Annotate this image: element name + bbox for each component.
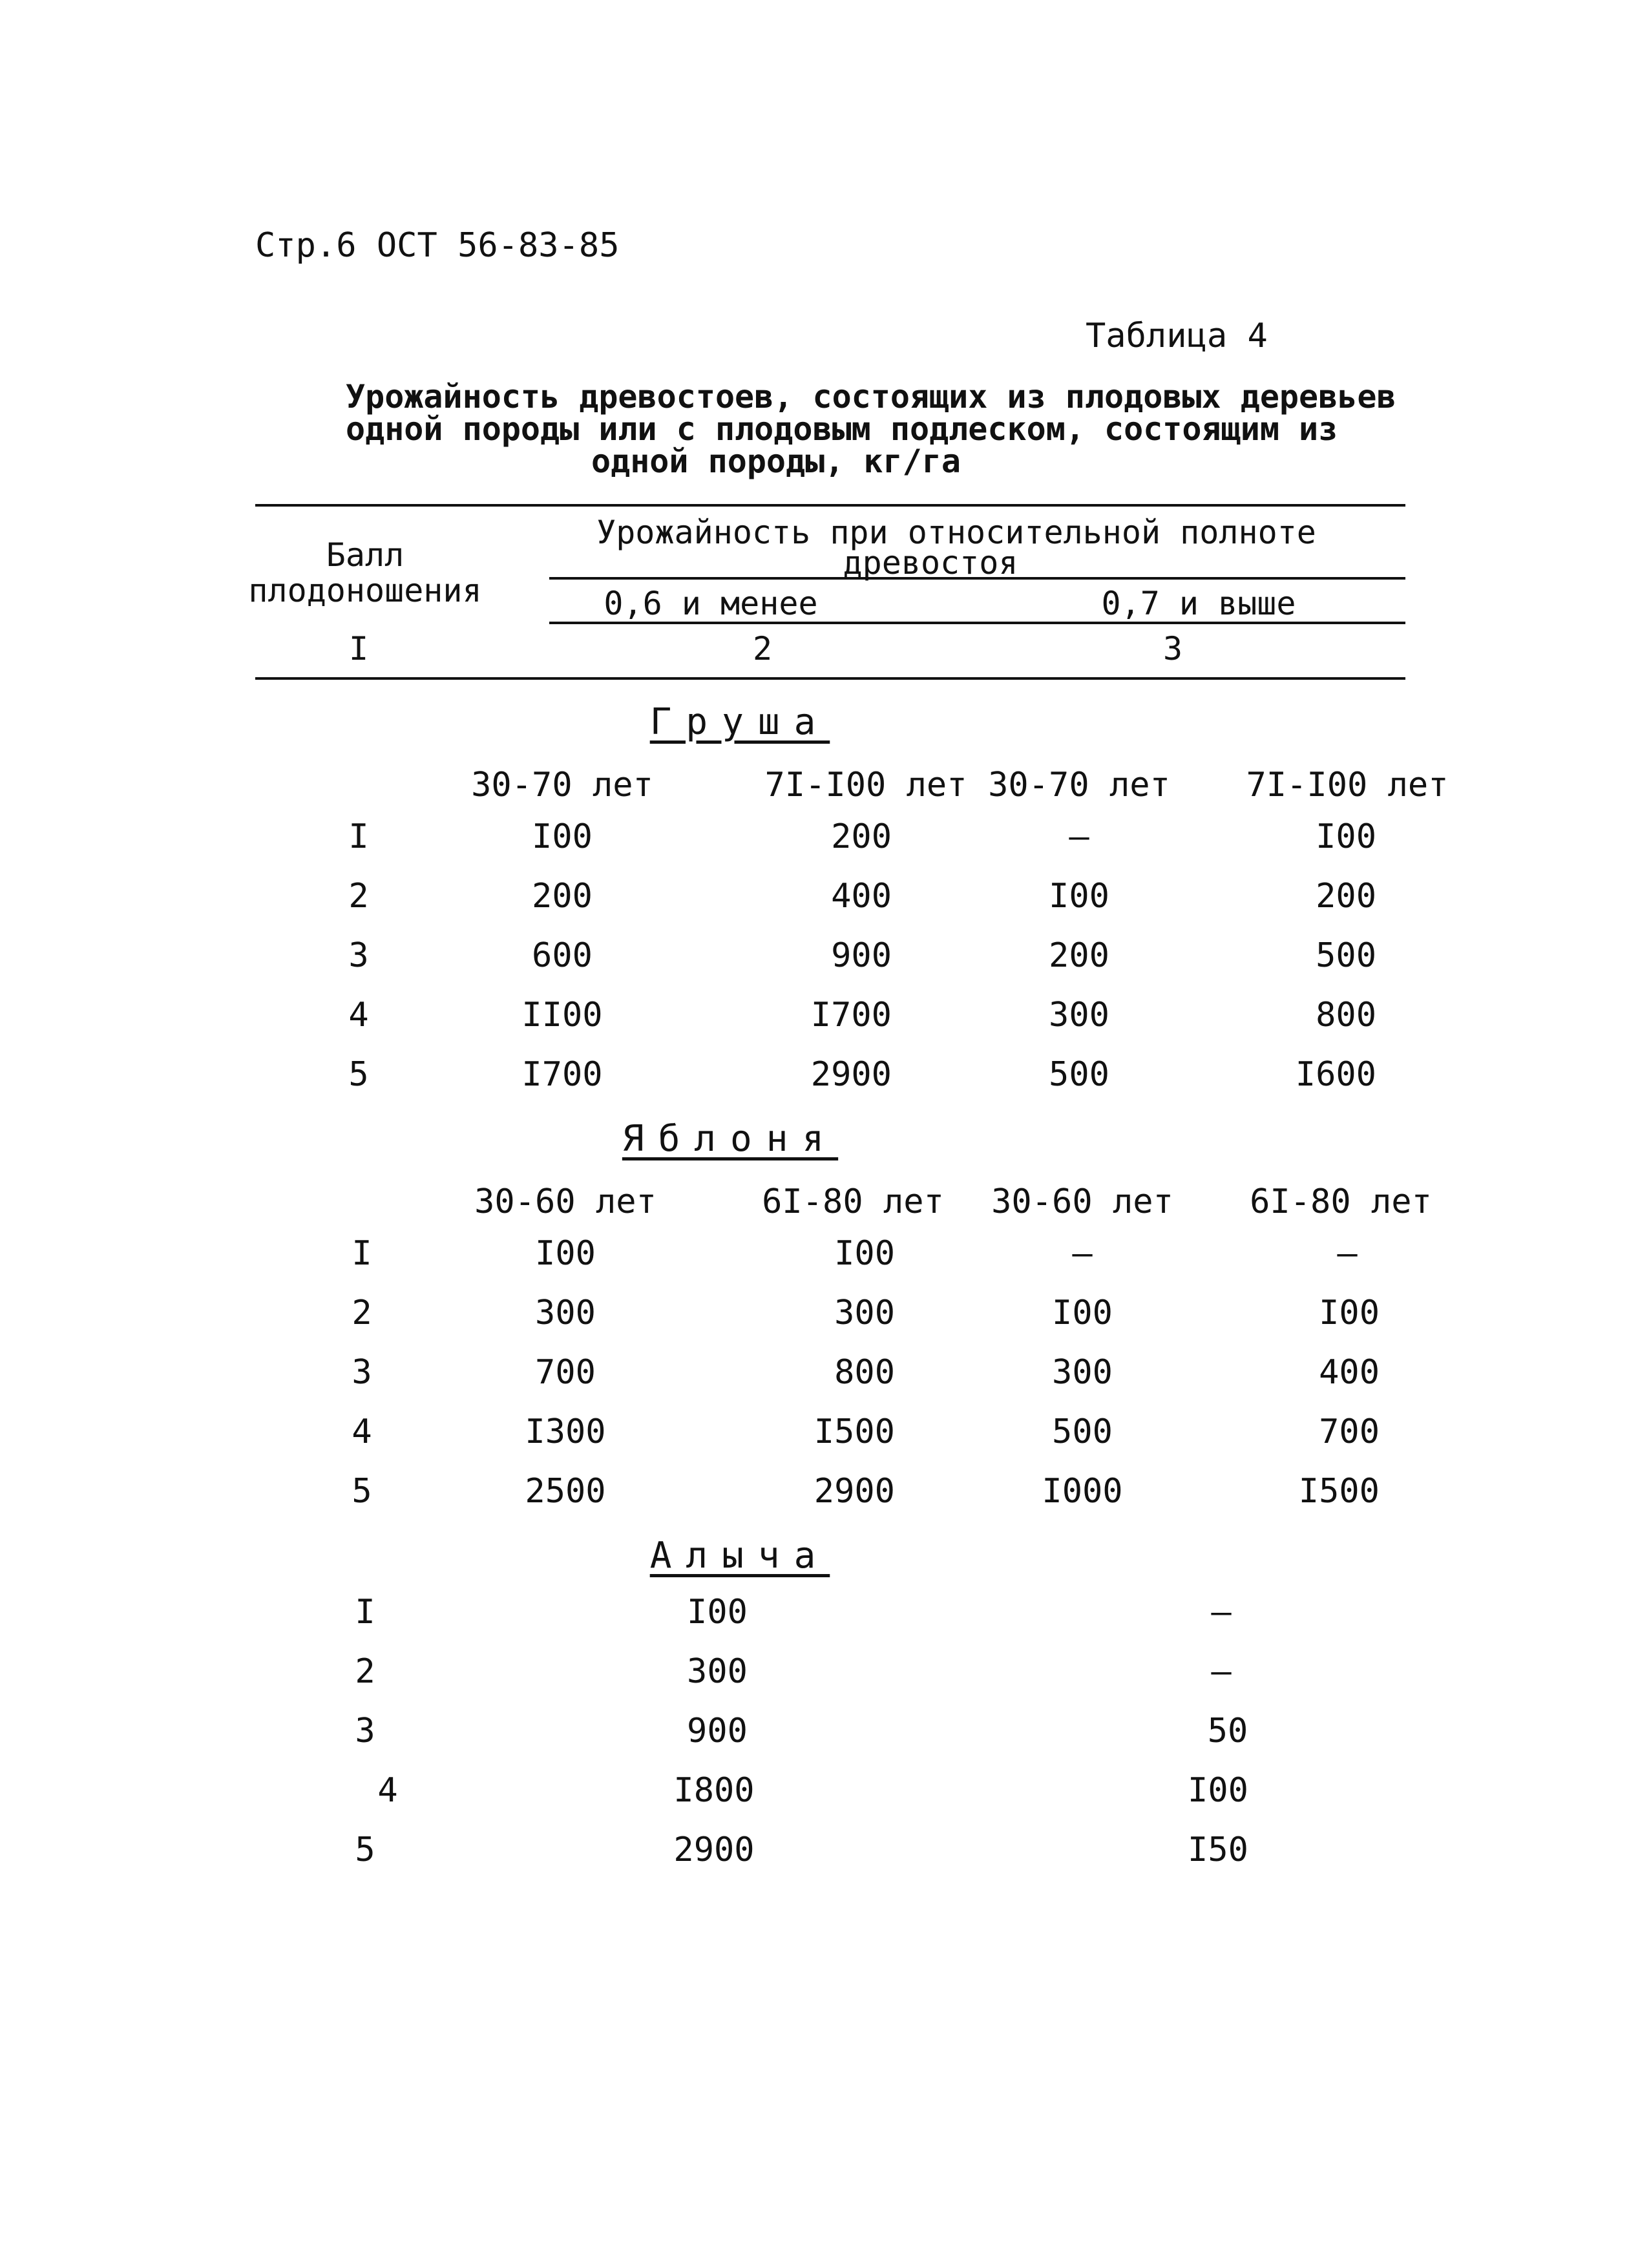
table-cell: – [1337,1234,1358,1273]
table-cell: I00 [535,1234,596,1273]
table-cell: I00 [1052,1294,1113,1332]
age-header: 7I-I00 лет [1246,766,1449,804]
table-cell: 800 [834,1353,895,1392]
age-header: 30-60 лет [474,1182,656,1221]
header-sub-col2: 0,6 и менее [604,585,818,622]
table-cell: I00 [834,1234,895,1273]
table-cell: I00 [1319,1294,1380,1332]
age-header: 6I-80 лет [1250,1182,1432,1221]
table-cell: 500 [1316,936,1376,975]
table-cell: I00 [687,1593,748,1632]
row-label: 2 [352,1294,372,1332]
page-header: Стр.6 ОСТ 56-83-85 [255,226,620,265]
table-cell: I00 [1188,1771,1248,1810]
table-cell: I600 [1295,1055,1376,1094]
row-label: 3 [352,1353,372,1392]
table-number: Таблица 4 [1086,317,1268,355]
table-top-rule [255,504,1405,507]
species-heading-cherry-plum: Алыча [649,1535,830,1577]
table-cell: – [1069,817,1089,856]
table-cell: – [1211,1593,1232,1632]
table-cell: I300 [525,1412,606,1451]
age-header: 7I-I00 лет [764,766,967,804]
header-num-col3: 3 [1162,630,1183,667]
table-cell: I00 [532,817,593,856]
row-label: I [348,817,369,856]
table-cell: 200 [831,817,892,856]
row-label: 4 [348,996,369,1034]
table-cell: – [1072,1234,1093,1273]
table-cell: 300 [834,1294,895,1332]
table-cell: I800 [673,1771,755,1810]
table-cell: 50 [1207,1712,1248,1750]
table-cell: 300 [535,1294,596,1332]
table-cell: I00 [1049,877,1109,916]
table-cell: 900 [687,1712,748,1750]
species-heading-apple: Яблоня [622,1118,839,1160]
table-cell: 600 [532,936,593,975]
row-label: I [352,1234,372,1273]
row-label: 5 [355,1831,375,1869]
table-cell: I700 [810,996,892,1034]
table-cell: I000 [1042,1472,1123,1511]
table-cell: I700 [521,1055,603,1094]
species-heading-pear: Груша [649,701,830,743]
table-cell: 300 [687,1652,748,1691]
row-label: 2 [355,1652,375,1691]
table-cell: 400 [1319,1353,1380,1392]
row-label: 2 [348,877,369,916]
header-group-line2: древостоя [843,544,1018,582]
table-cell: – [1211,1652,1232,1691]
age-header: 30-70 лет [471,766,653,804]
age-header: 30-60 лет [991,1182,1173,1221]
table-cell: 400 [831,877,892,916]
table-cell: 200 [532,877,593,916]
table-cell: 900 [831,936,892,975]
table-cell: 2500 [525,1472,606,1511]
table-title-line-3: одной породы, кг/га [591,443,961,480]
age-header: 30-70 лет [988,766,1170,804]
table-cell: 2900 [673,1831,755,1869]
table-cell: 500 [1049,1055,1109,1094]
table-cell: 200 [1316,877,1376,916]
row-label: 5 [348,1055,369,1094]
table-title-line-1: Урожайность древостоев, состоящих из плодовых деревьев [346,378,1396,415]
header-col1-line1: Балл [326,536,404,574]
header-col1-line2: плодоношения [248,572,482,609]
table-cell: I500 [1298,1472,1380,1511]
row-label: I [355,1593,375,1632]
table-cell: 800 [1316,996,1376,1034]
table-cell: 2900 [810,1055,892,1094]
row-label: 4 [377,1771,398,1810]
table-cell: I00 [1316,817,1376,856]
table-cell: 300 [1052,1353,1113,1392]
table-cell: II00 [521,996,603,1034]
header-num-col2: 2 [752,630,773,667]
table-cell: 200 [1049,936,1109,975]
table-cell: 300 [1049,996,1109,1034]
table-cell: 700 [535,1353,596,1392]
table-cell: 700 [1319,1412,1380,1451]
table-cell: 500 [1052,1412,1113,1451]
table-header-bottom-rule [255,677,1405,680]
table-cell: I500 [814,1412,895,1451]
row-label: 4 [352,1412,372,1451]
age-header: 6I-80 лет [762,1182,944,1221]
row-label: 5 [352,1472,372,1511]
header-num-col1: I [348,630,369,667]
header-sub-col3: 0,7 и выше [1101,585,1296,622]
row-label: 3 [355,1712,375,1750]
row-label: 3 [348,936,369,975]
header-group-line1: Урожайность при относительной полноте [596,514,1316,551]
table-cell: 2900 [814,1472,895,1511]
table-cell: I50 [1188,1831,1248,1869]
table-title-line-2: одной породы или с плодовым подлеском, состоящим из [346,410,1338,448]
